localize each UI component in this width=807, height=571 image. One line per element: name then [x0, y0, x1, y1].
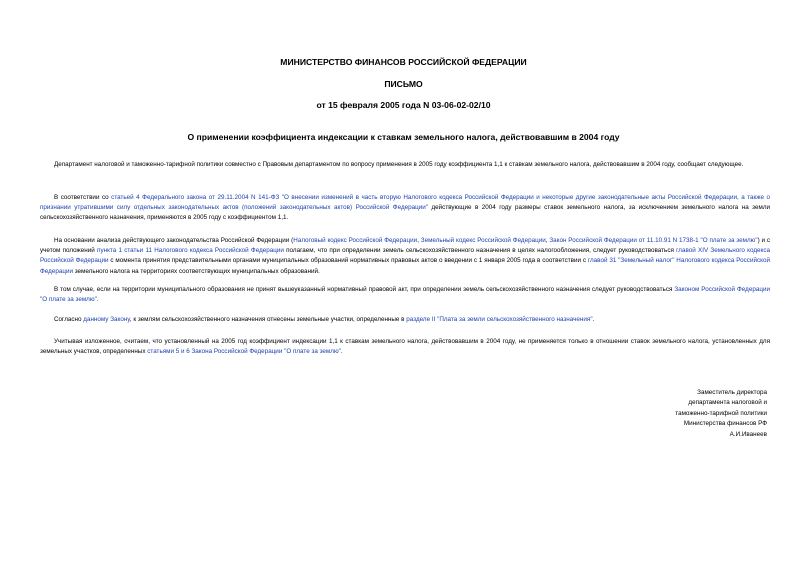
signature-block	[607, 388, 767, 440]
signature-line-2: департамента налоговой и	[688, 399, 767, 407]
p3-text-1: На основании анализа действующего законодательства Российской Федерации (	[54, 237, 294, 244]
signature-line-3: таможенно-тарифной политики	[675, 409, 767, 417]
p6-text-2: .	[340, 348, 343, 356]
p5-text-2: , к землям сельскохозяйственного назначения отнесены земельные участки, определенные в	[129, 316, 407, 323]
p2-text-2: действующие в 2004 году размеры ставок земельного налога, за исключением земельного налога на земли сельскохозяйственного назначения, применяются в 2005 году с коэффициентом 1,1.	[40, 204, 771, 222]
paragraph-3	[40, 236, 770, 277]
p6-text-1: Учитывая изложенное, считаем, что установленный на 2005 год коэффициент индексации 1,1 к ставкам земельного налога, действовавшим в 2004 году, не применяется только в отношении ставок земельного налога, установленных для земельных участков, определенных	[40, 338, 770, 356]
link-this-law[interactable]: данному Закону	[83, 316, 130, 323]
link-land-payment-law[interactable]: Законом Российской Федерации "О плате за землю"	[40, 286, 770, 304]
p3-text-5: полагаем, что при определении земель сельскохозяйственного назначения в целях налогообложения, следует руководствоваться	[283, 247, 677, 255]
link-tax-code-chapter-31[interactable]: главой 31 "Земельный налог" Налогового кодекса Российской Федерации	[40, 257, 770, 275]
signature-name: А.И.Иванеев	[729, 430, 767, 438]
paragraph-1	[40, 160, 770, 170]
link-article-4-law-141fz[interactable]: статьей 4 Федерального закона от 29.11.2004 N 141-ФЗ "О внесении изменений в часть вторую Налогового кодекса Российской Федерации и некоторые другие законодательные акты Российской Федерации, а также о признании утратившими силу отдельных законодательных актов (положений законодательных актов) Российской Федерации"	[40, 194, 770, 212]
link-land-code[interactable]: Земельный кодекс Российской Федерации	[420, 237, 546, 244]
p2-text-1: В соответствии со	[54, 194, 112, 201]
paragraph-5	[40, 315, 770, 325]
p5-text-1: Согласно	[54, 316, 84, 323]
p3-text-2: ,	[417, 237, 421, 244]
p5-text-3: .	[592, 316, 595, 323]
paragraph-2	[40, 193, 770, 224]
paragraph-4	[40, 285, 770, 305]
signature-line-4: Министерства финансов РФ	[683, 420, 767, 428]
paragraph-1-text: Департамент налоговой и таможенно-тарифной политики совместно с Правовым департаментом по вопросу применения в 2005 году коэффициента 1,1 к ставкам земельного налога, действовавшим в 2004 году, сообщает следующее.	[54, 161, 744, 168]
p3-text-7: земельного налога на территориях соответствующих муниципальных образований.	[72, 267, 320, 275]
p4-text-2: .	[96, 296, 99, 304]
ministry-heading: МИНИСТЕРСТВО ФИНАНСОВ РОССИЙСКОЙ ФЕДЕРАЦИИ	[280, 57, 527, 67]
link-section-2[interactable]: разделе II "Плата за земли сельскохозяйственного назначения"	[406, 316, 593, 323]
link-articles-5-6[interactable]: статьями 5 и 6 Закона Российской Федерации "О плате за землю"	[147, 348, 341, 356]
p4-text-1: В том случае, если на территории муниципального образования не принят вышеуказанный нормативный правовой акт, при определении земель сельскохозяйственного назначения следует руководствоваться	[54, 286, 675, 293]
doc-type-heading: ПИСЬМО	[384, 79, 423, 89]
document-title: О применении коэффициента индексации к ставкам земельного налога, действовавшим в 2004 году	[187, 132, 620, 142]
signature-line-1: Заместитель директора	[697, 389, 767, 396]
link-land-code-chapter-14[interactable]: главой XIV Земельного кодекса Российской Федерации	[40, 247, 770, 265]
link-tax-code-article-11[interactable]: пункта 1 статьи 11 Налогового кодекса Российской Федерации	[97, 247, 284, 255]
paragraph-6	[40, 337, 770, 357]
p3-text-6: с момента принятия представительными органами муниципальных образований нормативных правовых актов о введении с 1 января 2005 года в соответствии с	[108, 257, 588, 265]
link-tax-code[interactable]: Налоговый кодекс Российской Федерации	[293, 237, 418, 244]
p3-text-3: ,	[545, 237, 550, 244]
date-number-heading: от 15 февраля 2005 года N 03-06-02-02/10	[316, 100, 491, 110]
link-law-1738-1[interactable]: Закон Российской Федерации от 11.10.91 N 1738-1 "О плате за землю"	[549, 237, 758, 244]
p3-text-4: ) и с учетом положений	[40, 237, 771, 255]
